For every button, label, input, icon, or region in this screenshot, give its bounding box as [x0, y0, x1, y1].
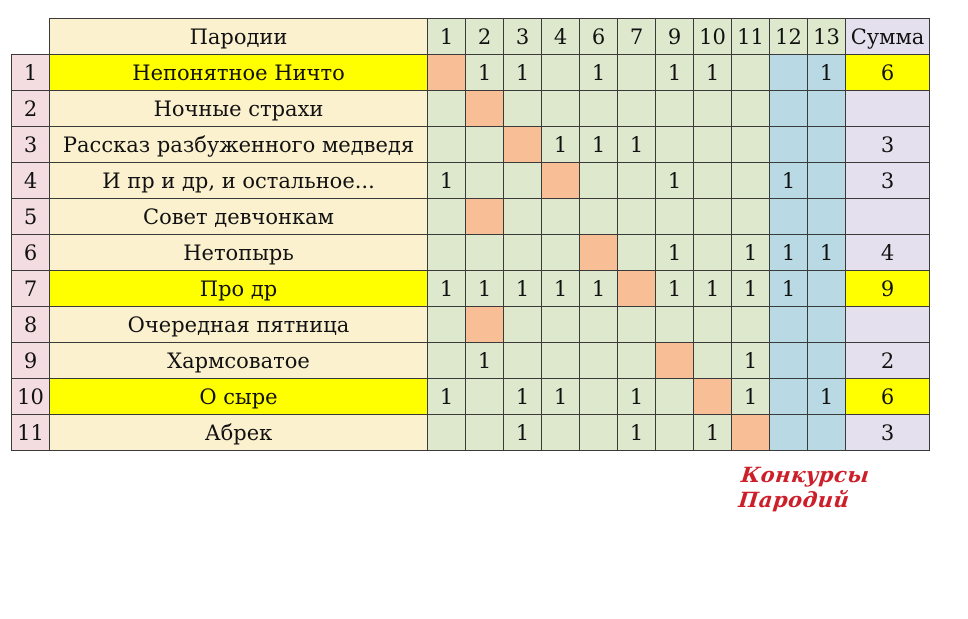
score-cell: 1 — [466, 55, 504, 91]
header-score-13: 13 — [808, 19, 846, 55]
score-cell — [808, 307, 846, 343]
sum-cell: 3 — [846, 127, 930, 163]
score-cell — [580, 343, 618, 379]
score-cell — [656, 199, 694, 235]
score-cell — [466, 235, 504, 271]
score-cell — [694, 307, 732, 343]
header-score-10: 10 — [694, 19, 732, 55]
score-cell — [580, 415, 618, 451]
score-cell — [466, 415, 504, 451]
table-row — [12, 127, 930, 163]
self-vote-cell — [466, 307, 504, 343]
score-cell — [770, 343, 808, 379]
score-cell: 1 — [580, 271, 618, 307]
table-row — [12, 163, 930, 199]
sum-cell: 3 — [846, 163, 930, 199]
score-cell — [808, 91, 846, 127]
score-cell — [542, 91, 580, 127]
score-cell — [694, 343, 732, 379]
header-score-4: 4 — [542, 19, 580, 55]
row-number: 8 — [12, 307, 50, 343]
score-cell: 1 — [466, 343, 504, 379]
score-cell: 1 — [504, 379, 542, 415]
header-row — [12, 19, 930, 55]
score-cell — [428, 199, 466, 235]
score-cell — [656, 127, 694, 163]
results-table — [11, 18, 930, 451]
score-cell: 1 — [428, 271, 466, 307]
header-score-2: 2 — [466, 19, 504, 55]
score-cell — [428, 127, 466, 163]
score-cell: 1 — [732, 379, 770, 415]
sum-cell — [846, 199, 930, 235]
score-cell: 1 — [732, 235, 770, 271]
score-cell — [656, 415, 694, 451]
score-cell: 1 — [618, 127, 656, 163]
score-cell: 1 — [732, 343, 770, 379]
score-cell: 1 — [694, 271, 732, 307]
score-cell — [694, 199, 732, 235]
self-vote-cell — [694, 379, 732, 415]
score-cell — [656, 91, 694, 127]
score-cell — [770, 307, 808, 343]
score-cell — [428, 415, 466, 451]
score-cell — [770, 55, 808, 91]
score-cell — [504, 307, 542, 343]
score-cell: 1 — [428, 379, 466, 415]
score-cell — [618, 343, 656, 379]
score-cell — [580, 199, 618, 235]
sum-cell: 9 — [846, 271, 930, 307]
score-cell: 1 — [428, 163, 466, 199]
self-vote-cell — [466, 199, 504, 235]
score-cell — [466, 379, 504, 415]
score-cell — [770, 91, 808, 127]
score-cell — [770, 415, 808, 451]
row-number: 9 — [12, 343, 50, 379]
score-cell — [694, 163, 732, 199]
score-cell: 1 — [504, 55, 542, 91]
sum-cell: 6 — [846, 379, 930, 415]
score-cell — [542, 199, 580, 235]
parody-title: Непонятное Ничто — [50, 55, 428, 91]
score-cell: 1 — [656, 163, 694, 199]
score-cell — [770, 199, 808, 235]
score-cell — [542, 307, 580, 343]
row-number: 11 — [12, 415, 50, 451]
parody-title: Хармсоватое — [50, 343, 428, 379]
score-cell: 1 — [580, 55, 618, 91]
sum-cell — [846, 91, 930, 127]
score-cell — [656, 307, 694, 343]
score-cell — [466, 127, 504, 163]
parody-title: Нетопырь — [50, 235, 428, 271]
score-cell — [770, 379, 808, 415]
score-cell: 1 — [656, 55, 694, 91]
parody-title: Совет девчонкам — [50, 199, 428, 235]
header-score-3: 3 — [504, 19, 542, 55]
score-cell — [428, 343, 466, 379]
score-cell — [504, 343, 542, 379]
self-vote-cell — [542, 163, 580, 199]
table-row — [12, 91, 930, 127]
parody-title: О сыре — [50, 379, 428, 415]
score-cell: 1 — [504, 415, 542, 451]
score-cell — [732, 91, 770, 127]
self-vote-cell — [466, 91, 504, 127]
parody-title: И пр и др, и остальное... — [50, 163, 428, 199]
header-score-6: 6 — [580, 19, 618, 55]
score-cell — [466, 163, 504, 199]
score-cell: 1 — [580, 127, 618, 163]
score-cell — [732, 163, 770, 199]
parody-title: Ночные страхи — [50, 91, 428, 127]
table-row — [12, 343, 930, 379]
score-cell — [504, 235, 542, 271]
corner-cell — [12, 19, 50, 55]
row-number: 5 — [12, 199, 50, 235]
score-cell — [808, 415, 846, 451]
header-score-12: 12 — [770, 19, 808, 55]
score-cell: 1 — [618, 379, 656, 415]
table-row — [12, 199, 930, 235]
self-vote-cell — [428, 55, 466, 91]
row-number: 3 — [12, 127, 50, 163]
parody-title: Абрек — [50, 415, 428, 451]
score-cell — [618, 235, 656, 271]
header-title: Пародии — [50, 19, 428, 55]
score-cell — [542, 235, 580, 271]
score-cell — [504, 91, 542, 127]
score-cell: 1 — [770, 235, 808, 271]
score-cell: 1 — [770, 271, 808, 307]
table-row — [12, 415, 930, 451]
score-cell — [808, 127, 846, 163]
score-cell — [732, 55, 770, 91]
score-cell — [656, 379, 694, 415]
score-cell — [428, 307, 466, 343]
score-cell — [428, 91, 466, 127]
score-cell: 1 — [504, 271, 542, 307]
score-cell: 1 — [656, 235, 694, 271]
score-cell: 1 — [466, 271, 504, 307]
score-cell — [504, 163, 542, 199]
header-score-11: 11 — [732, 19, 770, 55]
score-cell: 1 — [694, 415, 732, 451]
score-cell — [732, 307, 770, 343]
header-score-7: 7 — [618, 19, 656, 55]
self-vote-cell — [580, 235, 618, 271]
score-cell — [808, 199, 846, 235]
score-cell: 1 — [808, 55, 846, 91]
self-vote-cell — [732, 415, 770, 451]
row-number: 6 — [12, 235, 50, 271]
score-cell — [808, 343, 846, 379]
score-cell: 1 — [542, 127, 580, 163]
parody-title: Про др — [50, 271, 428, 307]
header-score-9: 9 — [656, 19, 694, 55]
score-cell: 1 — [732, 271, 770, 307]
score-cell: 1 — [656, 271, 694, 307]
sum-cell: 3 — [846, 415, 930, 451]
sum-cell — [846, 307, 930, 343]
score-cell — [618, 55, 656, 91]
score-cell — [732, 199, 770, 235]
row-number: 4 — [12, 163, 50, 199]
self-vote-cell — [656, 343, 694, 379]
score-cell — [694, 127, 732, 163]
score-cell — [580, 379, 618, 415]
score-cell — [808, 271, 846, 307]
score-cell: 1 — [694, 55, 732, 91]
table-row — [12, 379, 930, 415]
score-cell — [542, 55, 580, 91]
sum-cell: 4 — [846, 235, 930, 271]
self-vote-cell — [504, 127, 542, 163]
score-cell: 1 — [618, 415, 656, 451]
score-cell: 1 — [542, 271, 580, 307]
sum-cell: 6 — [846, 55, 930, 91]
score-cell — [618, 91, 656, 127]
score-cell: 1 — [542, 379, 580, 415]
sum-cell: 2 — [846, 343, 930, 379]
score-cell: 1 — [770, 163, 808, 199]
parody-title: Рассказ разбуженного медведя — [50, 127, 428, 163]
score-cell — [694, 235, 732, 271]
score-cell — [580, 163, 618, 199]
row-number: 7 — [12, 271, 50, 307]
score-cell — [732, 127, 770, 163]
score-cell: 1 — [808, 379, 846, 415]
score-cell — [580, 91, 618, 127]
score-cell — [542, 343, 580, 379]
score-cell: 1 — [808, 235, 846, 271]
score-cell — [770, 127, 808, 163]
score-cell — [618, 163, 656, 199]
score-cell — [542, 415, 580, 451]
score-cell — [694, 91, 732, 127]
row-number: 10 — [12, 379, 50, 415]
header-sum: Сумма — [846, 19, 930, 55]
row-number: 1 — [12, 55, 50, 91]
parody-title: Очередная пятница — [50, 307, 428, 343]
table-row — [12, 271, 930, 307]
table-row — [12, 307, 930, 343]
header-score-1: 1 — [428, 19, 466, 55]
self-vote-cell — [618, 271, 656, 307]
score-cell — [618, 199, 656, 235]
table-row — [12, 235, 930, 271]
row-number: 2 — [12, 91, 50, 127]
score-cell — [428, 235, 466, 271]
score-cell — [580, 307, 618, 343]
score-cell — [504, 199, 542, 235]
score-cell — [618, 307, 656, 343]
watermark-logo: Конкурсы Пародий — [737, 462, 871, 512]
table-body — [12, 55, 930, 451]
score-cell — [808, 163, 846, 199]
table-row — [12, 55, 930, 91]
